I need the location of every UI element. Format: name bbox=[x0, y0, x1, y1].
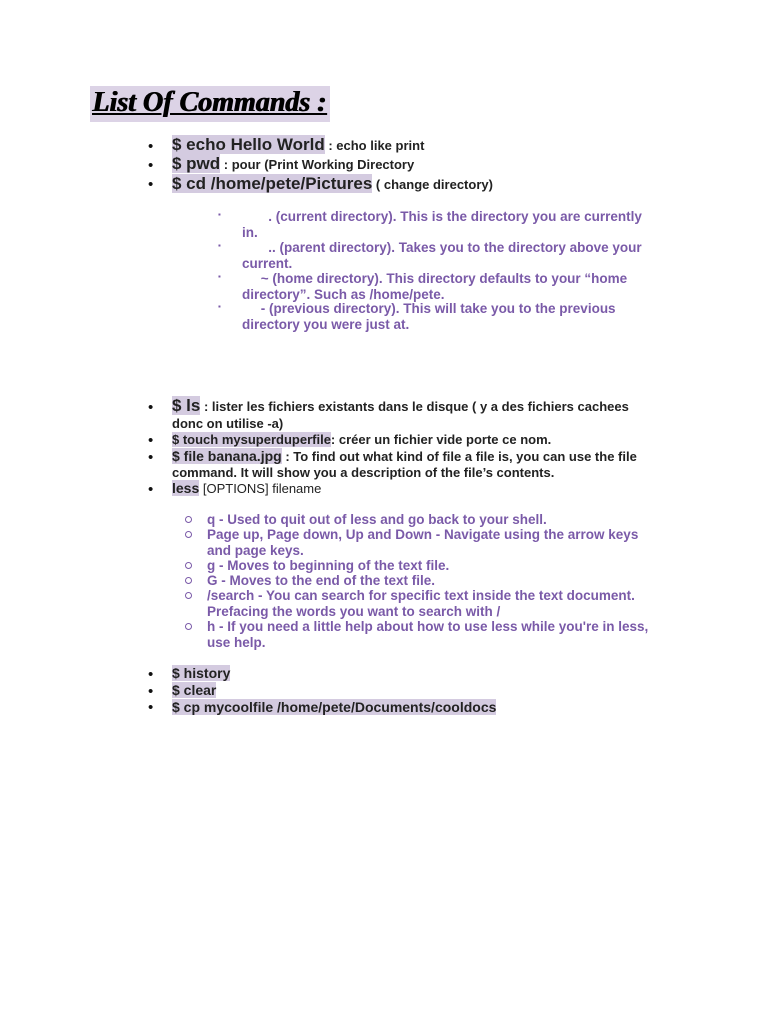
list-item bbox=[172, 156, 414, 173]
note-line: Prefacing the words you want to search with / bbox=[207, 603, 501, 619]
note-line: . (current directory). This is the directory you are currently bbox=[242, 209, 642, 224]
command-text: $ touch mysuperduperfile bbox=[172, 432, 331, 447]
note-line: directory”. Such as /home/pete. bbox=[242, 286, 445, 302]
note-item bbox=[207, 512, 547, 528]
circle-bullet bbox=[185, 577, 192, 584]
command-description: : To find out what kind of file a file is, you can use the file bbox=[281, 449, 637, 464]
command-text: $ history bbox=[172, 665, 231, 681]
note-item bbox=[207, 573, 435, 589]
note-line: Page up, Page down, Up and Down - Navigate using the arrow keys bbox=[207, 527, 639, 542]
list-item-continuation: command. It will show you a description of the file’s contents. bbox=[172, 465, 555, 480]
command-text: $ file banana.jpg bbox=[172, 448, 282, 464]
note-line: ~ (home directory). This directory defaults to your “home bbox=[242, 271, 628, 286]
note-item bbox=[242, 240, 642, 271]
document-title: List Of Commands : bbox=[90, 86, 330, 122]
command-description: : pour (Print Working Directory bbox=[220, 157, 415, 172]
note-line: h - If you need a little help about how to use less while you're in less, bbox=[207, 619, 649, 634]
note-line: .. (parent directory). Takes you to the directory above your bbox=[242, 240, 642, 255]
list-bullet: • bbox=[148, 157, 154, 174]
list-item bbox=[172, 432, 551, 448]
note-line: and page keys. bbox=[207, 542, 304, 558]
note-line: directory you were just at. bbox=[242, 316, 410, 332]
list-bullet: • bbox=[148, 138, 154, 155]
command-description: [OPTIONS] filename bbox=[199, 481, 322, 496]
note-item bbox=[242, 209, 642, 240]
note-item bbox=[207, 588, 635, 619]
note-item bbox=[242, 301, 616, 332]
list-item bbox=[172, 398, 629, 415]
list-bullet: • bbox=[148, 449, 154, 466]
circle-bullet bbox=[185, 623, 192, 630]
note-item bbox=[207, 619, 648, 650]
note-line: current. bbox=[242, 255, 293, 271]
note-item bbox=[207, 527, 638, 558]
command-text: $ cp mycoolfile /home/pete/Documents/cooldocs bbox=[172, 699, 497, 715]
list-bullet: • bbox=[148, 432, 154, 449]
note-line: - (previous directory). This will take you to the previous bbox=[242, 301, 616, 316]
note-item bbox=[242, 271, 627, 302]
list-item bbox=[172, 448, 637, 465]
command-text: $ pwd bbox=[172, 154, 221, 173]
command-text: $ cd /home/pete/Pictures bbox=[172, 174, 373, 193]
square-bullet: ▪ bbox=[218, 302, 221, 311]
circle-bullet bbox=[185, 531, 192, 538]
list-bullet: • bbox=[148, 683, 154, 700]
list-item bbox=[172, 137, 424, 154]
note-line: g - Moves to beginning of the text file. bbox=[207, 558, 450, 573]
command-description: : lister les fichiers existants dans le disque ( y a des fichiers cachees bbox=[200, 399, 629, 414]
square-bullet: ▪ bbox=[218, 210, 221, 219]
list-item bbox=[172, 480, 321, 497]
command-description: ( change directory) bbox=[372, 177, 493, 192]
list-item bbox=[172, 176, 493, 193]
list-item bbox=[172, 665, 230, 681]
list-bullet: • bbox=[148, 666, 154, 683]
command-text: $ clear bbox=[172, 682, 217, 698]
circle-bullet bbox=[185, 562, 192, 569]
note-line: G - Moves to the end of the text file. bbox=[207, 573, 436, 588]
note-line: use help. bbox=[207, 634, 266, 650]
list-bullet: • bbox=[148, 399, 154, 416]
circle-bullet bbox=[185, 592, 192, 599]
command-text: less bbox=[172, 480, 200, 496]
square-bullet: ▪ bbox=[218, 272, 221, 281]
note-item bbox=[207, 558, 449, 574]
list-bullet: • bbox=[148, 481, 154, 498]
list-item bbox=[172, 699, 496, 715]
command-text: $ echo Hello World bbox=[172, 135, 325, 154]
command-description: : créer un fichier vide porte ce nom. bbox=[330, 432, 552, 447]
list-bullet: • bbox=[148, 699, 154, 716]
command-text: $ ls bbox=[172, 396, 201, 415]
note-line: q - Used to quit out of less and go back to your shell. bbox=[207, 512, 547, 527]
list-item bbox=[172, 682, 216, 698]
note-line: /search - You can search for specific text inside the text document. bbox=[207, 588, 635, 603]
square-bullet: ▪ bbox=[218, 241, 221, 250]
list-item-continuation: donc on utilise -a) bbox=[172, 416, 284, 431]
command-description: : echo like print bbox=[324, 138, 425, 153]
note-line: in. bbox=[242, 224, 258, 240]
list-bullet: • bbox=[148, 176, 154, 193]
circle-bullet bbox=[185, 516, 192, 523]
